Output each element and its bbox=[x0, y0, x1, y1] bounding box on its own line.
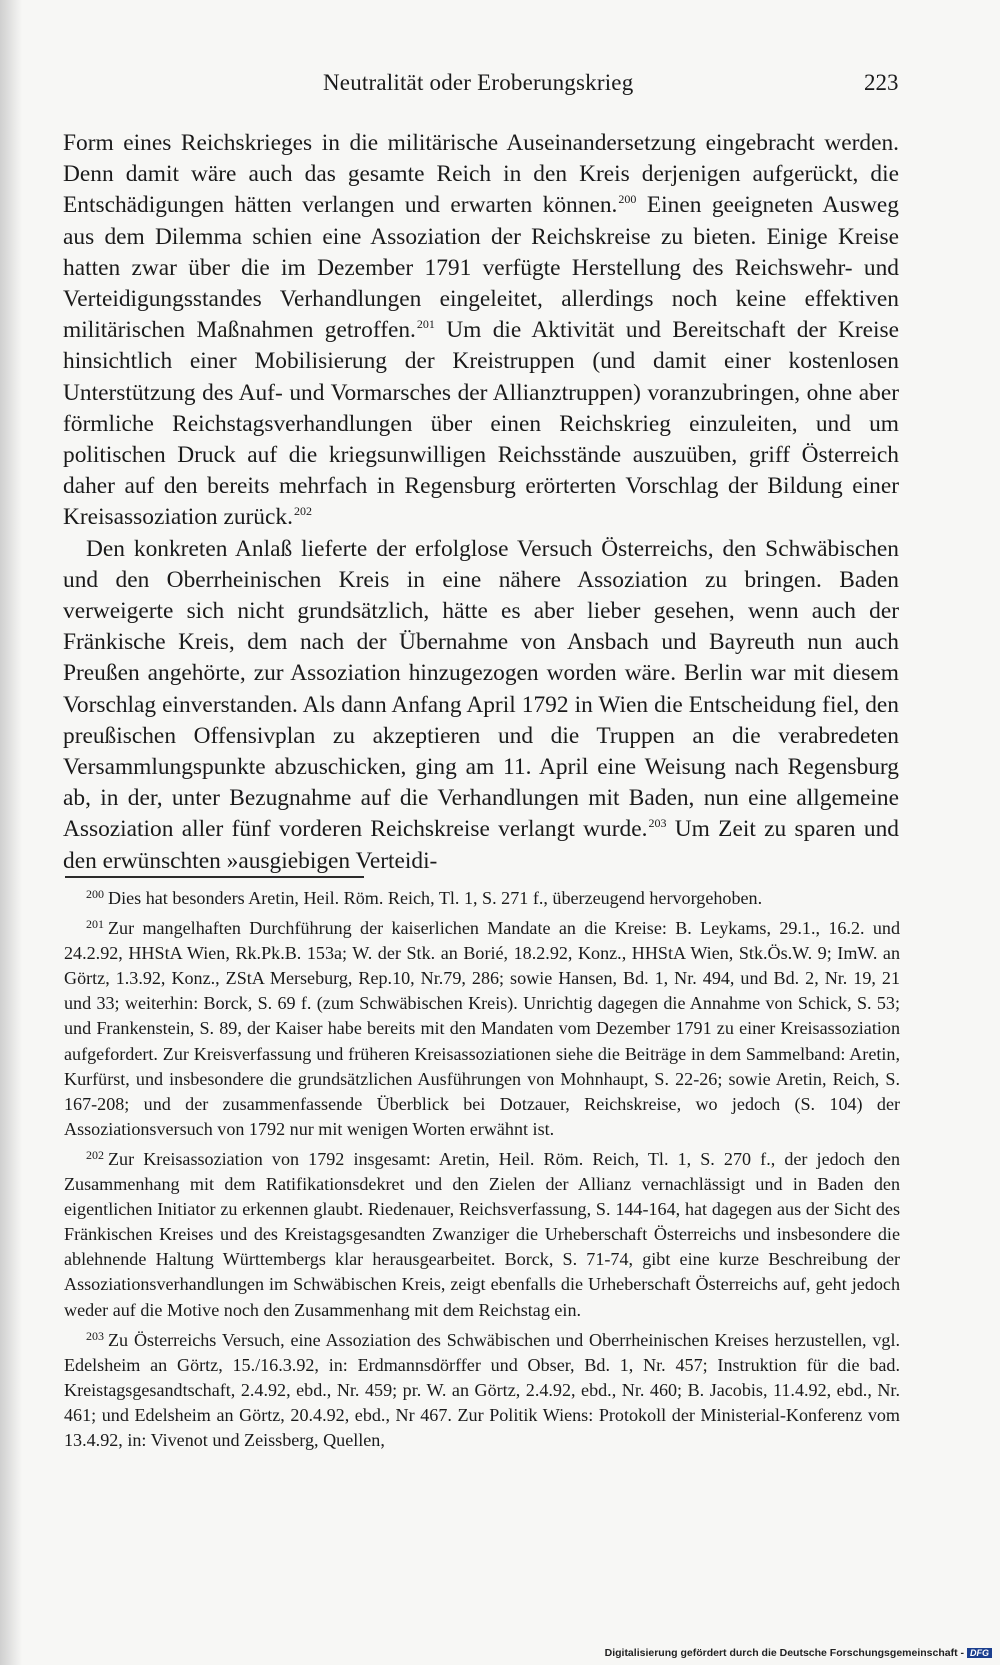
running-head: Neutralität oder Eroberungskrieg bbox=[323, 70, 634, 95]
dfg-logo: DFG bbox=[967, 1648, 992, 1658]
footnote-number: 203 bbox=[86, 1328, 104, 1343]
footnote-ref[interactable]: 201 bbox=[416, 317, 435, 332]
footnote bbox=[64, 1147, 900, 1323]
footnote-text: Zur Kreisassoziation von 1792 insgesamt: Aretin, Heil. Röm. Reich, Tl. 1, S. 270 f., der jedoch den Zusammenhang mit dem Ratifikationsdekret und den Zielen der Allianz vernachlässigt und in Baden den eigentlichen Initiator zu erkennen glaubt. Riedenauer, Reichsverfassung, S. 144-164, hat dagegen aus der Sicht des Fränkischen Kreises und des Kreistagsgesandten Zwanziger die Urheberschaft Österreichs und insbesondere die ablehnende Haltung Württembergs klar herausgearbeitet. Borck, S. 71-74, gibt eine kurze Beschreibung der Assoziationsverhandlungen im Schwäbischen Kreis, zeigt ebenfalls die Urheberschaft Österreichs auf, geht jedoch weder auf die Motive noch den Zusammenhang mit dem Reichstag ein. bbox=[64, 1148, 900, 1320]
paragraph-text: Um Zeit zu sparen und den erwünschten »ausgiebigen Verteidi- bbox=[63, 816, 900, 874]
footnote bbox=[64, 1328, 900, 1453]
footnote bbox=[64, 916, 900, 1142]
paragraph-text: Form eines Reichskrieges in die militärische Auseinandersetzung eingebracht werden. Denn damit wäre auch das gesamte Reich in den Kreis derjenigen aufgerückt, die Entschädigungen hätten verlangen und erwarten können. bbox=[63, 130, 899, 219]
footnotes bbox=[64, 886, 900, 1453]
credit-text: Digitalisierung gefördert durch die Deutsche Forschungsgemeinschaft - bbox=[604, 1647, 964, 1659]
paragraph-text: Einen geeigneten Ausweg aus dem Dilemma schien eine Assoziation der Reichskreise zu bieten. Einige Kreise hatten zwar über die im Dezember 1791 verfügte Herstellung des Reichswehr- und Verteidigungsstandes Verhandlungen eingeleitet, allerdings noch keine effektiven militärischen Maßnahmen getroffen. bbox=[63, 192, 899, 344]
footnote-text: Zur mangelhaften Durchführung der kaiserlichen Mandate an die Kreise: B. Leykams, 29.1., 16.2. und 24.2.92, HHStA Wien, Rk.Pk.B. 153a; W. der Stk. an Borié, 18.2.92, Konz., HHStA Wien, Stk.Ös.W. 9; ImW. an Görtz, 1.3.92, Konz., ZStA Merseburg, Rep.10, Nr.79, 286; sowie Hansen, Bd. 1, Nr. 494, und Bd. 2, Nr. 19, 21 und 33; weiterhin: Borck, S. 69 f. (zum Schwäbischen Kreis). Unrichtig dagegen die Annahme von Schick, S. 53; und Frankenstein, S. 89, der Kaiser habe bereits mit den Mandaten vom Dezember 1791 zu einer Kreisassoziation aufgefordert. Zur Kreisverfassung und früheren Kreisassoziationen siehe die Beiträge in dem Sammelband: Aretin, Kurfürst, und insbesondere die grundsätzlichen Ausführungen von Mohnhaupt, S. 22-26; sowie Aretin, Reich, S. 167-208; und der zusammenfassende Überblick bei Dotzauer, Reichskreise, wo jedoch (S. 104) der Assoziationsversuch von 1792 nur mit wenigen Worten erwähnt ist. bbox=[64, 918, 900, 1139]
footnote-number: 200 bbox=[86, 887, 104, 901]
footnote-ref[interactable]: 202 bbox=[293, 504, 312, 519]
footnote-number: 202 bbox=[86, 1147, 104, 1162]
footnote-number: 201 bbox=[86, 917, 104, 932]
footnote-ref[interactable]: 203 bbox=[648, 816, 667, 831]
paragraph-text: Den konkreten Anlaß lieferte der erfolglose Versuch Österreichs, den Schwäbischen und den Oberrheinischen Kreis in eine nähere Assoziation zu bringen. Baden verweigerte sich nicht grundsätzlich, hätte es aber lieber gesehen, wenn auch der Fränkische Kreis, dem nach der Übernahme von Ansbach und Bayreuth nun auch Preußen angehörte, zur Assoziation hinzugezogen worden wäre. Berlin war mit diesem Vorschlag einverstanden. Als dann Anfang April 1792 in Wien die Entscheidung fiel, den preußischen Offensivplan zu akzeptieren und die Truppen an die verabredeten Versammlungspunkte abzuschicken, ging am 11. April eine Weisung nach Regensburg ab, in der, unter Bezugnahme auf die Verhandlungen mit Baden, nun eine allgemeine Assoziation aller fünf vorderen Reichskreise verlangt wurde. bbox=[63, 535, 899, 843]
footnote-text: Zu Österreichs Versuch, eine Assoziation des Schwäbischen und Oberrheinischen Kreises herzustellen, vgl. Edelsheim an Görtz, 15./16.3.92, in: Erdmannsdörffer und Obser, Bd. 1, Nr. 457; Instruktion für die bad. Kreistagsgesandtschaft, 2.4.92, ebd., Nr. 459; pr. W. an Görtz, 2.4.92, ebd., Nr. 460; B. Jacobis, 11.4.92, ebd., Nr. 461; und Edelsheim an Görtz, 20.4.92, ebd., Nr 467. Zur Politik Wiens: Protokoll der Ministerial-Konferenz vom 13.4.92, in: Vivenot und Zeissberg, Quellen, bbox=[64, 1329, 900, 1450]
footnote-ref[interactable]: 200 bbox=[618, 192, 637, 207]
footnote-text: Dies hat besonders Aretin, Heil. Röm. Reich, Tl. 1, S. 271 f., überzeugend hervorgehoben. bbox=[108, 888, 763, 908]
page-number: 223 bbox=[864, 70, 899, 95]
footnote bbox=[64, 886, 900, 911]
paragraph bbox=[63, 534, 899, 877]
digitization-credit bbox=[605, 1647, 992, 1659]
main-text bbox=[63, 128, 899, 877]
paragraph bbox=[63, 128, 899, 534]
footnote-separator bbox=[65, 876, 364, 878]
page-header bbox=[0, 70, 1000, 104]
paragraph-text: Um die Aktivität und Bereitschaft der Kreise hinsichtlich einer Mobilisierung der Kreistruppen (und damit einer kostenlosen Unterstützung des Auf- und Vormarsches der Allianztruppen) voranzubringen, ohne aber förmliche Reichstagsverhandlungen über einen Reichskrieg einzuleiten, und um politischen Druck auf die kriegsunwilligen Reichsstände auszuüben, griff Österreich daher auf den bereits mehrfach in Regensburg erörterten Vorschlag der Bildung einer Kreisassoziation zurück. bbox=[63, 317, 899, 531]
